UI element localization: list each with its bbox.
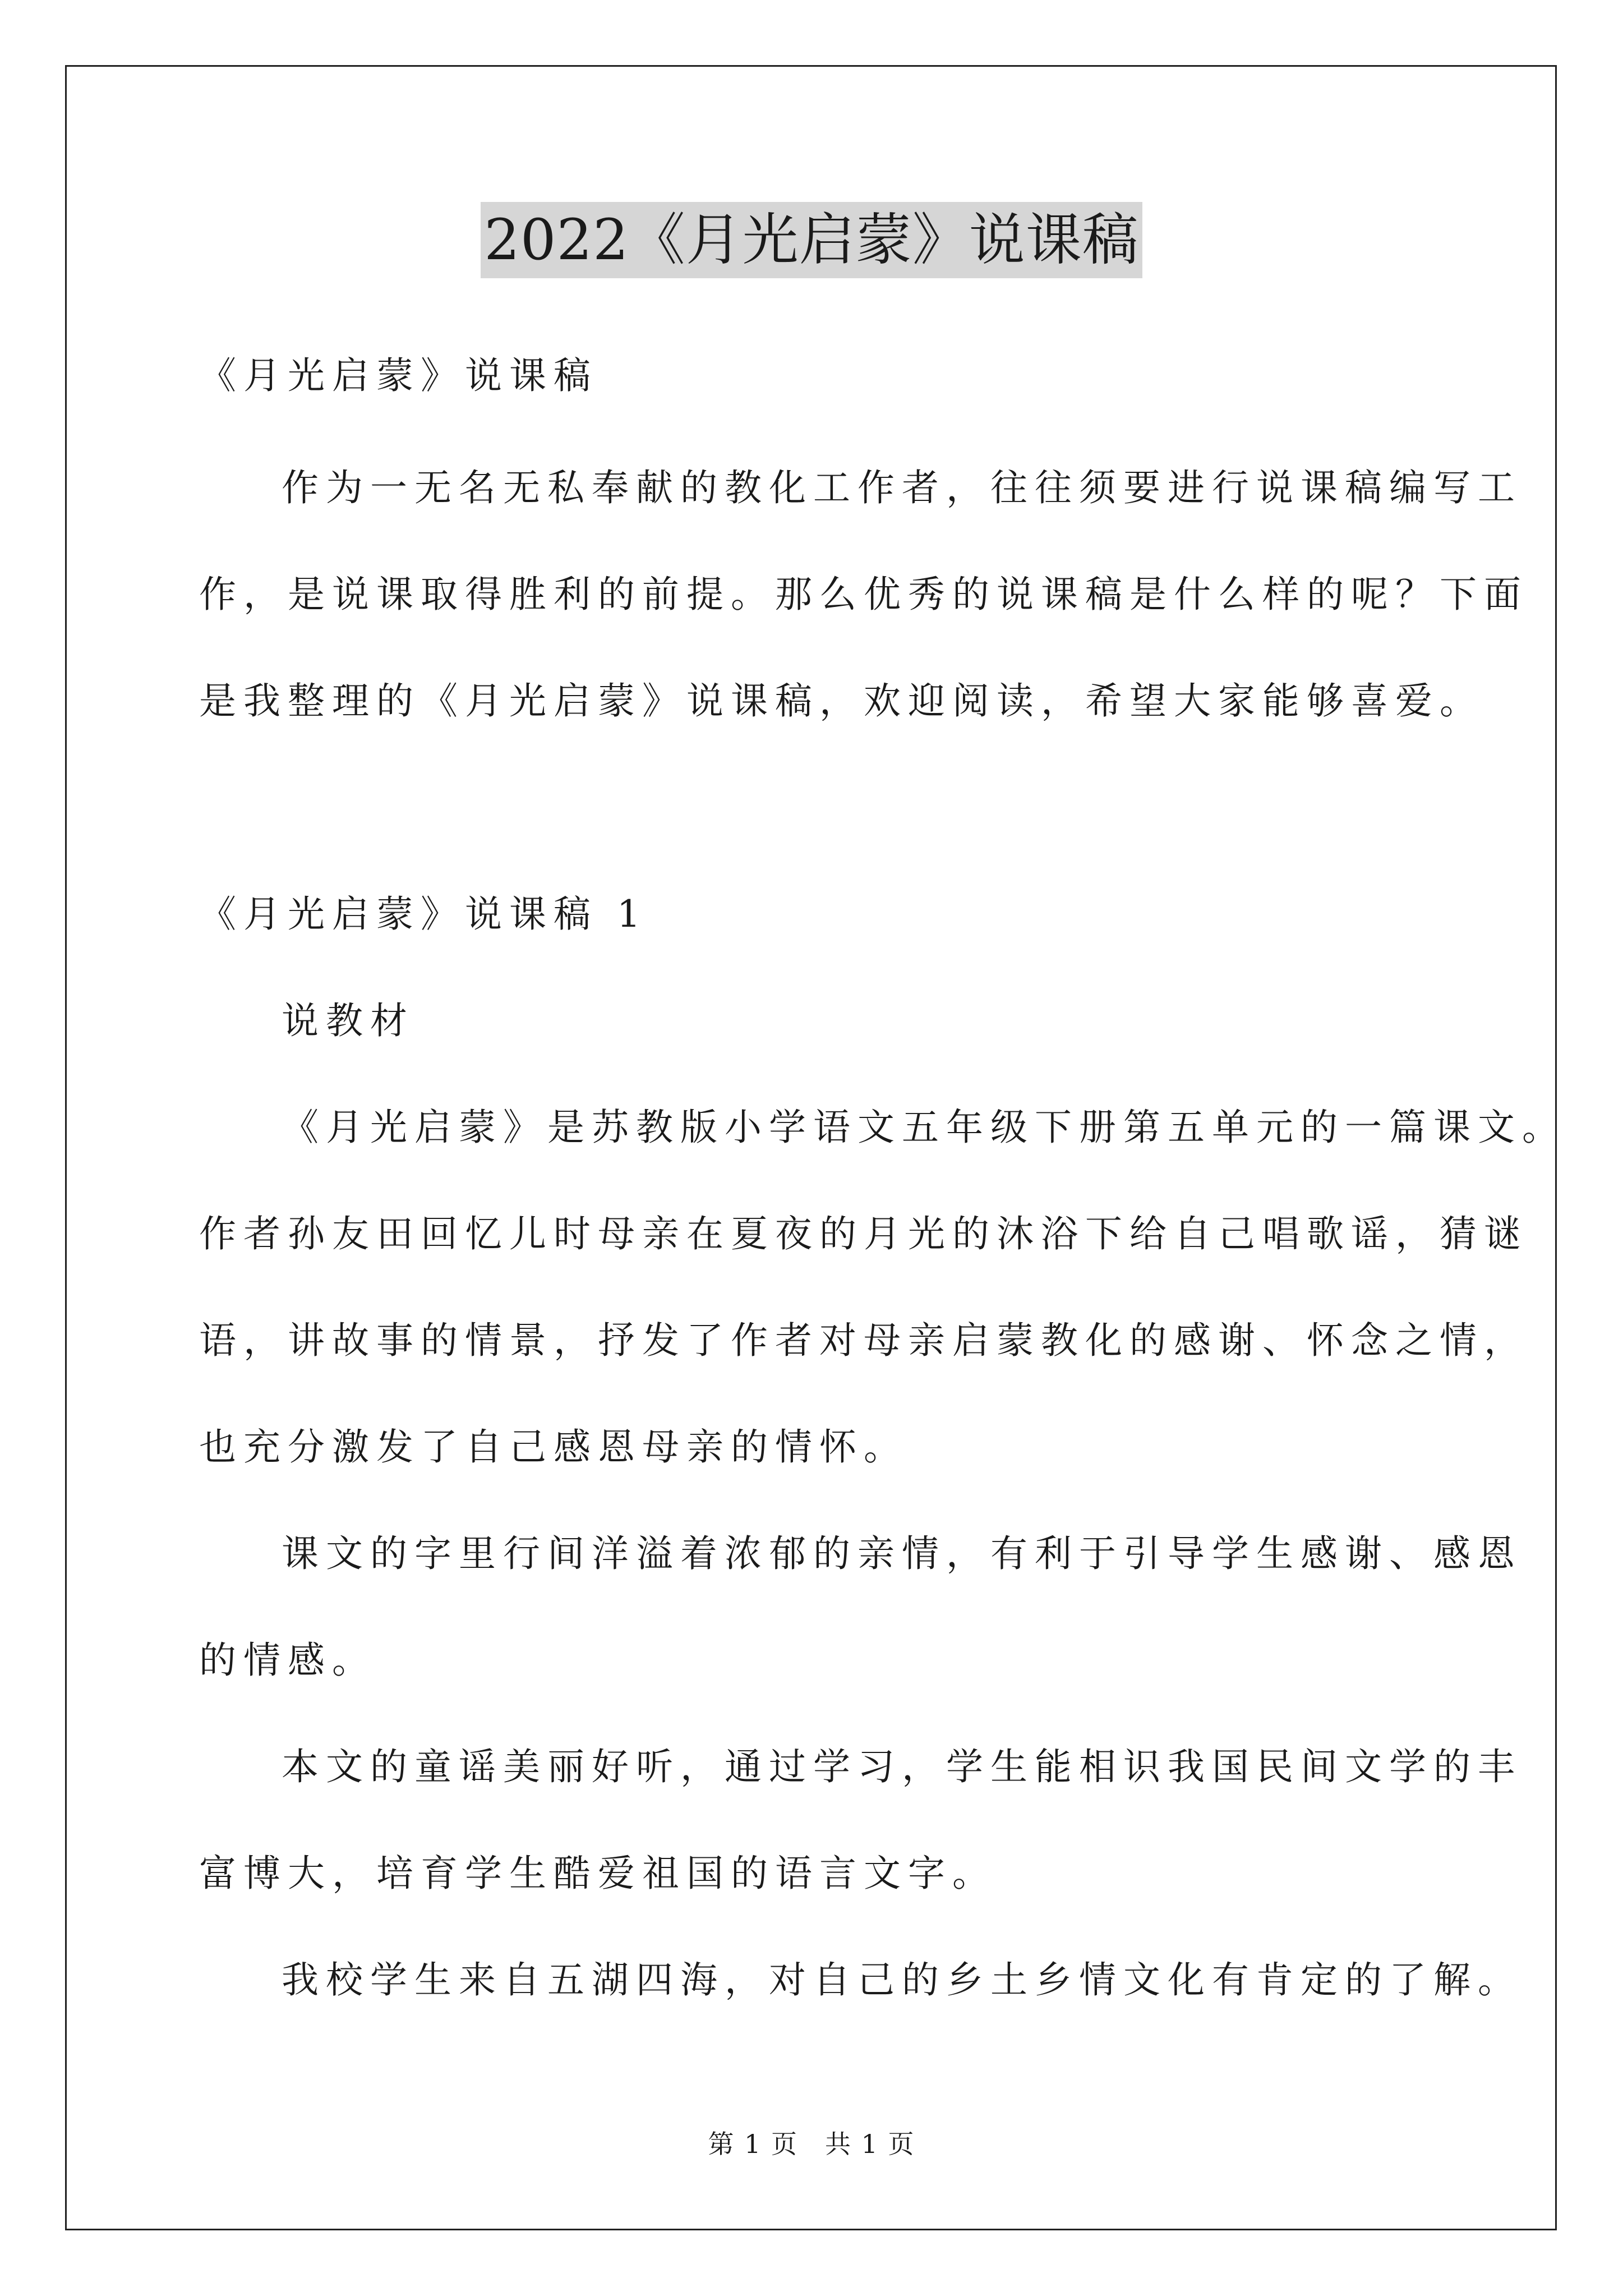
page-number-total: 共 1 页 <box>825 2129 915 2159</box>
document-title: 2022《月光启蒙》说课稿 <box>481 202 1142 278</box>
paragraph-line: 是我整理的《月光启蒙》说课稿，欢迎阅读，希望大家能够喜爱。 <box>199 679 1484 723</box>
paragraph-line: 语，讲故事的情景，抒发了作者对母亲启蒙教化的感谢、怀念之情， <box>199 1319 1528 1362</box>
page-footer <box>0 2127 1623 2161</box>
paragraph-line: 作者孙友田回忆儿时母亲在夏夜的月光的沐浴下给自己唱歌谣，猜谜 <box>199 1212 1528 1255</box>
paragraph-line: 课文的字里行间洋溢着浓郁的亲情，有利于引导学生感谢、感恩 <box>282 1532 1522 1575</box>
subtitle-line: 《月光启蒙》说课稿 <box>199 354 598 397</box>
section-heading: 《月光启蒙》说课稿 1 <box>199 892 648 936</box>
paragraph-line: 的情感。 <box>199 1639 376 1682</box>
paragraph-line: 本文的童谣美丽好听，通过学习，学生能相识我国民间文学的丰 <box>282 1745 1522 1788</box>
paragraph-line: 作，是说课取得胜利的前提。那么优秀的说课稿是什么样的呢？下面 <box>199 573 1528 616</box>
page-number-current: 第 1 页 <box>708 2129 798 2159</box>
paragraph-line: 《月光启蒙》是苏教版小学语文五年级下册第五单元的一篇课文。 <box>282 1106 1566 1149</box>
paragraph-line: 我校学生来自五湖四海，对自己的乡土乡情文化有肯定的了解。 <box>282 1958 1522 2001</box>
subheading-line: 说教材 <box>282 999 414 1042</box>
title-container <box>0 202 1623 278</box>
paragraph-line: 富博大，培育学生酷爱祖国的语言文字。 <box>199 1852 997 1895</box>
paragraph-line: 也充分激发了自己感恩母亲的情怀。 <box>199 1425 908 1469</box>
paragraph-line: 作为一无名无私奉献的教化工作者，往往须要进行说课稿编写工 <box>282 466 1522 509</box>
